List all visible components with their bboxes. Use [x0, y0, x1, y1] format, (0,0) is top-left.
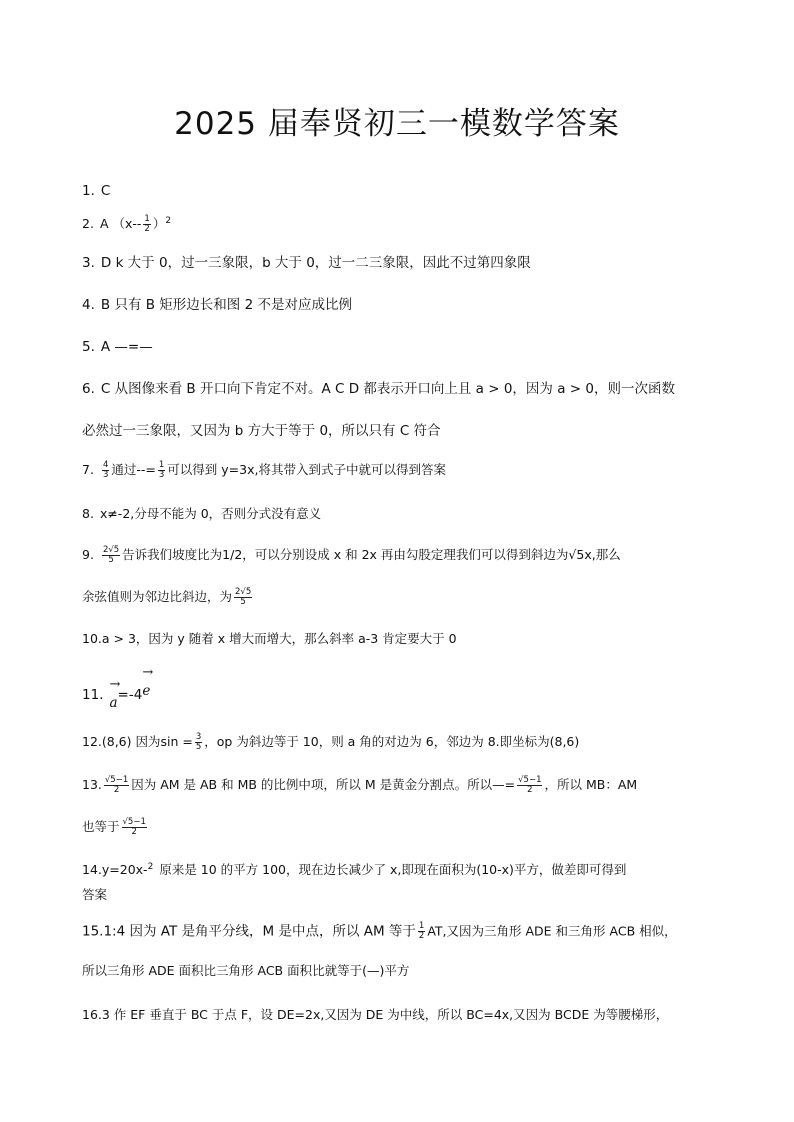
- answer-9-continued: [82, 588, 722, 607]
- fraction: $\frac{4}{3}$: [102, 460, 109, 480]
- answer-text: =-4: [117, 687, 143, 703]
- fraction: $\frac{√5-1}{2}$: [518, 775, 542, 795]
- answer-number: 1.: [82, 183, 95, 199]
- answer-10: [82, 630, 722, 648]
- answer-text: 余弦值则为邻边比斜边，为: [82, 589, 233, 604]
- answer-3: [82, 254, 722, 272]
- answer-text: 14.y=20x-: [82, 862, 148, 878]
- answer-text: 因为 AM 是 AB 和 MB 的比例中项，所以 M 是黄金分割点。所以—=: [131, 777, 516, 792]
- fraction: $\frac{3}{5}$: [195, 732, 202, 752]
- answer-12: [82, 733, 722, 752]
- page-title: 2025 届奉贤初三一模数学答案: [174, 106, 620, 142]
- vector-e: → e: [142, 665, 154, 699]
- answer-text: ，所以 MB：AM: [544, 777, 638, 792]
- answer-16: [82, 1006, 722, 1024]
- answer-14-continued: [82, 886, 722, 904]
- answer-8: [82, 505, 722, 523]
- answer-5: [82, 338, 722, 356]
- answer-15: [82, 922, 722, 941]
- answer-number: 8.: [82, 506, 94, 521]
- answer-14: [82, 858, 722, 879]
- answer-text: 通过--=: [111, 462, 156, 477]
- fraction: $\frac{2√5}{5}$: [102, 545, 120, 565]
- vector-arrow-icon: →: [109, 677, 121, 692]
- answer-number: 3.: [82, 255, 95, 271]
- answer-text: 16.3 作 EF 垂直于 BC 于点 F，设 DE=2x,又因为 DE 为中线，所以 BC=4x,又因为 BCDE 为等腰梯形，: [82, 1007, 669, 1022]
- answer-text: AT,又因为三角形 ADE 和三角形 ACB 相似，: [427, 923, 677, 939]
- fraction: $\frac{2√5}{5}$: [235, 587, 252, 607]
- answer-text: 10.a > 3，因为 y 随着 x 增大而增大，那么斜率 a-3 肯定要大于 0: [82, 631, 457, 646]
- answer-text: x≠-2,分母不能为 0，否则分式没有意义: [99, 506, 322, 521]
- answer-text: 可以得到 y=3x,将其带入到式子中就可以得到答案: [167, 462, 446, 477]
- answer-9: [82, 546, 722, 565]
- answer-text: 所以三角形 ADE 面积比三角形 ACB 面积比就等于(—)平方: [82, 963, 410, 978]
- fraction: $\frac{√5-1}{2}$: [104, 775, 129, 795]
- fraction: $\frac{1}{2}$: [144, 214, 150, 235]
- answer-number: 13.: [82, 777, 102, 792]
- vector-arrow-icon: →: [142, 665, 154, 680]
- superscript: 2: [147, 862, 154, 872]
- answer-text: 12.(8,6) 因为sin =: [82, 734, 193, 749]
- answer-7: [82, 461, 722, 480]
- answer-2: [82, 212, 722, 234]
- answer-text: A （x--: [99, 216, 142, 232]
- answer-text: 原来是 10 的平方 100，现在边长减少了 x,即现在面积为(10-x)平方，做差即可得到: [159, 862, 627, 878]
- answer-13: [82, 776, 722, 795]
- answer-text: 答案: [82, 887, 108, 902]
- answer-number: 4.: [82, 297, 95, 313]
- answer-number: 7.: [82, 462, 94, 477]
- answer-6-continued: [82, 422, 722, 440]
- answer-number: 9.: [82, 547, 94, 562]
- fraction: $\frac{1}{2}$: [418, 921, 425, 941]
- answer-1: [82, 182, 722, 200]
- answer-text: 必然过一三象限，又因为 b 方大于等于 0，所以只有 C 符合: [82, 423, 441, 439]
- vector-a: → a: [109, 677, 121, 711]
- answer-text-tail: ）: [152, 216, 166, 232]
- answer-number: 11.: [82, 687, 104, 703]
- answer-text: C 从图像来看 B 开口向下肯定不对。A C D 都表示开口向上且 a > 0，因为 a > 0，则一次函数: [100, 381, 675, 397]
- answer-text: ，op 为斜边等于 10，则 a 角的对边为 6，邻边为 8.即坐标为(8,6): [204, 734, 580, 749]
- answer-text: C: [100, 183, 111, 199]
- superscript: 2: [165, 216, 172, 226]
- answer-number: 2.: [82, 216, 94, 232]
- answer-4: [82, 296, 722, 314]
- answer-text: D k 大于 0，过一三象限，b 大于 0，过一二三象限，因此不过第四象限: [100, 255, 531, 271]
- answer-text: A —=—: [100, 339, 153, 355]
- answer-number: 5.: [82, 339, 95, 355]
- answer-text: 也等于: [82, 819, 120, 834]
- answer-15-continued: [82, 962, 722, 980]
- fraction: $\frac{√5-1}{2}$: [122, 817, 146, 837]
- answer-number: 6.: [82, 381, 95, 397]
- answer-11: [82, 665, 722, 711]
- answer-text: 告诉我们坡度比为1/2，可以分别设成 x 和 2x 再由勾股定理我们可以得到斜边为√5x,那么: [122, 547, 621, 562]
- answer-text: B 只有 B 矩形边长和图 2 不是对应成比例: [100, 297, 352, 313]
- answer-6: [82, 380, 722, 398]
- answer-text: 15.1:4 因为 AT 是角平分线，M 是中点，所以 AM 等于: [82, 923, 416, 940]
- answer-13-continued: [82, 818, 722, 837]
- fraction: $\frac{1}{3}$: [158, 460, 165, 480]
